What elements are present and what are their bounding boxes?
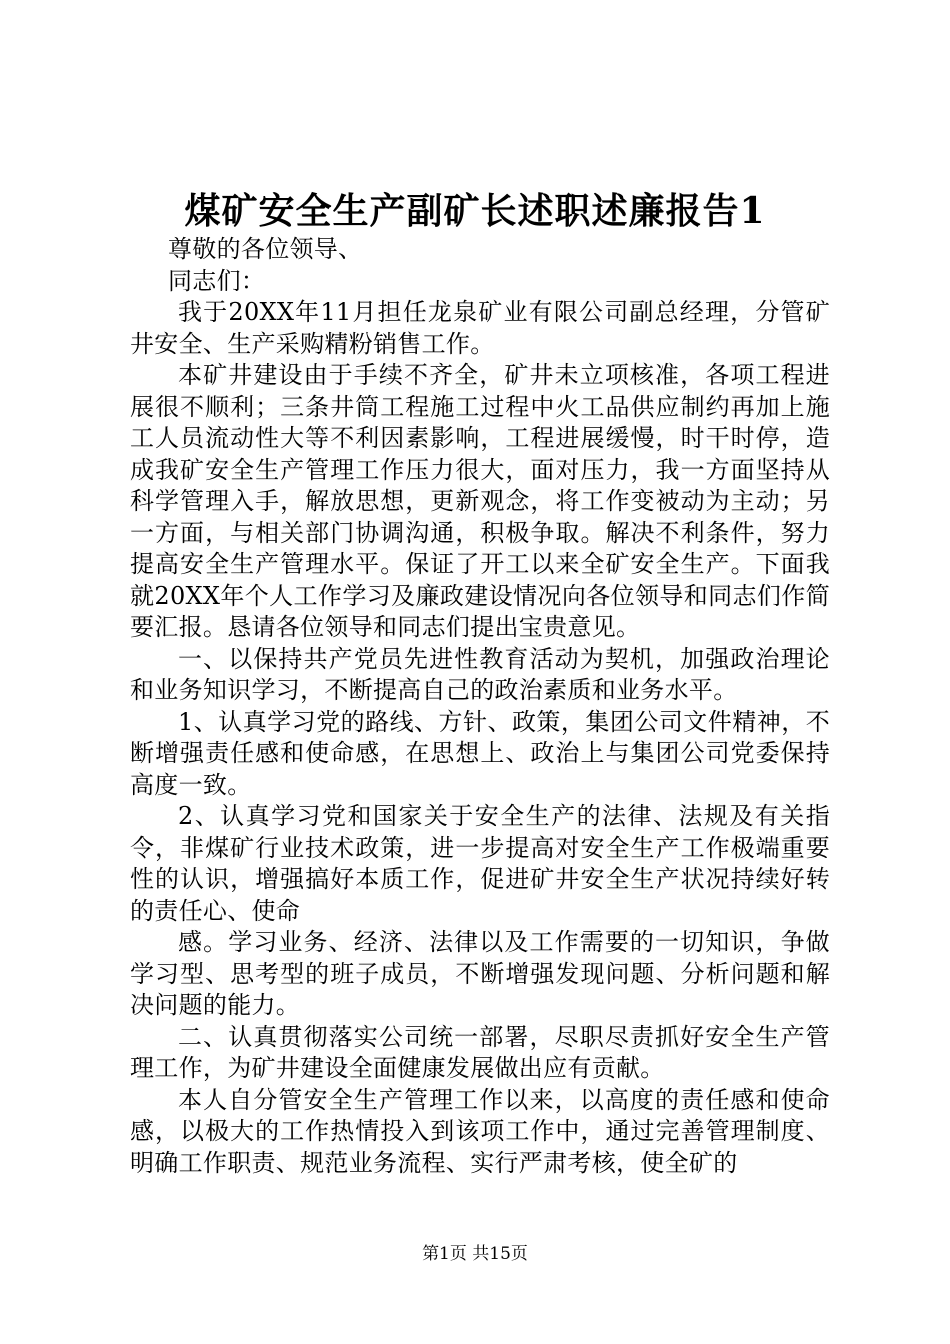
list-item-2: 2、认真学习党和国家关于安全生产的法律、法规及有关指令，非煤矿行业技术政策，进一步提高对安全生产工作极端重要性的认识，增强搞好本质工作，促进矿井安全生产状况持续好转的责任心、使命 [130,802,830,925]
document-body [130,234,830,1179]
paragraph-intro: 我于20XX年11月担任龙泉矿业有限公司副总经理，分管矿井安全、生产采购精粉销售工作。 [130,298,830,358]
paragraph-continuation: 感。学习业务、经济、法律以及工作需要的一切知识，争做学习型、思考型的班子成员，不断增强发现问题、分析问题和解决问题的能力。 [130,928,830,1019]
page-number-footer: 第1页 共15页 [422,1244,528,1264]
paragraph-background: 本矿井建设由于手续不齐全，矿井未立项核准，各项工程进展很不顺利；三条井筒工程施工过程中火工品供应制约再加上施工人员流动性大等不利因素影响，工程进展缓慢，时干时停，造成我矿安全生产管理工作压力很大，面对压力，我一方面坚持从科学管理入手，解放思想，更新观念，将工作变被动为主动；另一方面，与相关部门协调沟通，积极争取。解决不利条件，努力提高安全生产管理水平。保证了开工以来全矿安全生产。下面我就20XX年个人工作学习及廉政建设情况向各位领导和同志们作简要汇报。恳请各位领导和同志们提出宝贵意见。 [130,361,830,641]
greeting-line-1: 尊敬的各位领导、 [168,235,363,263]
greeting-line-2: 同志们： [168,266,266,295]
paragraph-safety-management: 本人自分管安全生产管理工作以来，以高度的责任感和使命感，以极大的工作热情投入到该项工作中，通过完善管理制度、明确工作职责、规范业务流程、实行严肃考核，使全矿的 [130,1085,830,1177]
document-title: 煤矿安全生产副矿长述职述廉报告1 [184,190,766,232]
list-item-1: 1、认真学习党的路线、方针、政策，集团公司文件精神，不断增强责任感和使命感，在思想上、政治上与集团公司党委保持高度一致。 [130,707,830,799]
section-heading-2: 二、认真贯彻落实公司统一部署，尽职尽责抓好安全生产管理工作，为矿井建设全面健康发展做出应有贡献。 [130,1022,830,1082]
section-heading-1: 一、以保持共产党员先进性教育活动为契机，加强政治理论和业务知识学习，不断提高自己的政治素质和业务水平。 [130,644,830,704]
